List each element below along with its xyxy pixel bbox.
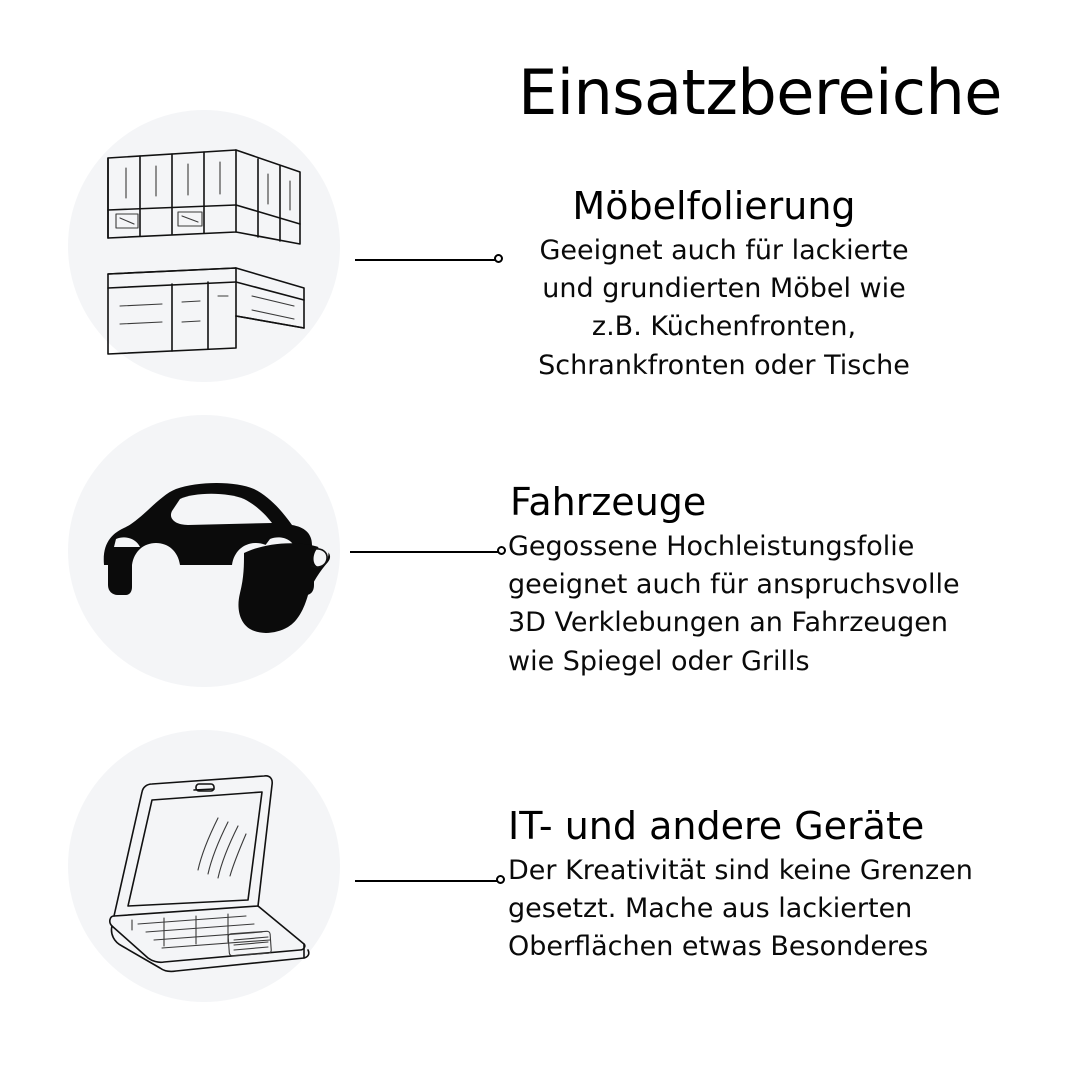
text-block-1 — [508, 186, 1008, 385]
connector-line-3 — [355, 874, 507, 888]
connector-dot — [496, 875, 505, 884]
section-it-geraete — [0, 720, 1080, 1050]
connector-stroke — [355, 259, 495, 261]
text-block-2 — [508, 482, 960, 681]
connector-dot — [494, 254, 503, 263]
section-line-3-2: gesetzt. Mache aus lackierten — [508, 893, 913, 925]
section-line-2-2: geeignet auch für anspruchsvolle — [508, 569, 960, 601]
text-block-3 — [508, 806, 973, 967]
section-line-2-4: wie Spiegel oder Grills — [508, 645, 810, 677]
connector-line-2 — [350, 545, 508, 559]
car-with-vinyl-roll-icon — [68, 415, 340, 687]
section-heading-3: IT- und andere Geräte — [508, 804, 925, 848]
laptop-icon — [68, 730, 340, 1002]
page-title: Einsatzbereiche — [518, 56, 1002, 129]
icon-circle-2 — [68, 415, 340, 687]
section-moebelfolierung — [0, 100, 1080, 430]
section-line-1-4: Schrankfronten oder Tische — [538, 349, 910, 381]
connector-stroke — [350, 551, 498, 553]
icon-circle-3 — [68, 730, 340, 1002]
connector-dot — [497, 546, 506, 555]
section-line-1-3: z.B. Küchenfronten, — [591, 311, 857, 343]
connector-stroke — [355, 880, 497, 882]
section-line-2-1: Gegossene Hochleistungsfolie — [508, 530, 915, 562]
connector-line-1 — [355, 253, 505, 267]
section-line-1-1: Geeignet auch für lackierte — [539, 234, 909, 266]
icon-circle-1 — [68, 110, 340, 382]
section-heading-1: Möbelfolierung — [572, 184, 856, 228]
section-fahrzeuge — [0, 405, 1080, 735]
section-heading-2: Fahrzeuge — [510, 480, 707, 524]
section-line-2-3: 3D Verklebungen an Fahrzeugen — [508, 607, 949, 639]
section-line-3-3: Oberflächen etwas Besonderes — [508, 931, 929, 963]
kitchen-furniture-icon — [68, 110, 340, 382]
section-line-1-2: und grundierten Möbel wie — [542, 273, 906, 305]
section-line-3-1: Der Kreativität sind keine Grenzen — [508, 854, 973, 886]
